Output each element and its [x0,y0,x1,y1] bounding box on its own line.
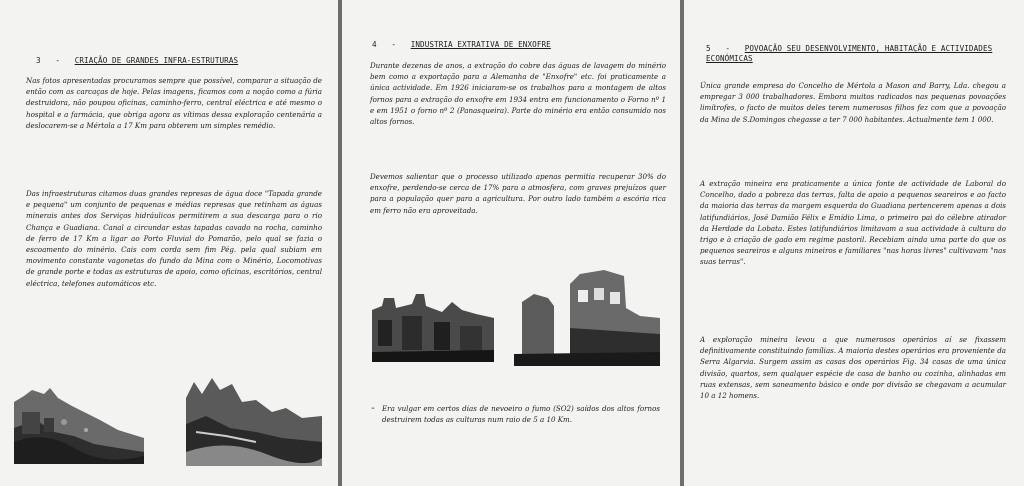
section-heading [372,40,662,50]
section-heading [36,56,326,66]
furnace-tower-photo [514,268,660,366]
section-number: 4 [372,40,377,49]
heading-dash: - [725,44,731,53]
paragraph: Das infraestruturas citamos duas grandes represas de água doce "Tapada grande e pequena" um conjunto de pequenas e médias represas que retinham as águas minerais antes dos Serviços hidráulicos permitirem a sua descarga para o rio Chança e Guadiana. Canal a circundar estas tapadas cavado na rocha, caminho de ferro de 17 Km a ligar ao Porto Fluvial do Pomarão, pelo qual se fazia o escoamento do minério. Cais com corda sem fim Pég. pela qual subiam em movimento constante vagonetas do fundo da Mina com o Minério, Locomotivas de grande porte e todas as estruturas de apoio, como oficinas, escritórios, central eléctrica, telefones automáticos etc. [26,189,322,288]
paragraph: Nas fotos apresentadas procuramos sempre que possível, comparar a situação de então com as carcaças de hoje. Pelas imagens, ficamos com a noção como a fúria destruidora, não poupou oficinas, caminho-ferro, central eléctrica e até mesmo o hospital e a farmácia, que obriga agora as vítimas dessa exploração centenária a deslocarem-se a Mértola a 17 Km para obterem um simples remédio. [26,76,322,130]
paragraph: Devemos salientar que o processo utilizado apenas permitia recuperar 30% do enxofre, perdendo-se cerca de 17% para a atmosfera, com graves prejuízos quer para a população quer para a agricultura. Por outro lado também a escória rica em ferro não era aproveitada. [370,172,666,215]
paragraph: A extração mineira era praticamente a única fonte de actividade de Laboral do Concelho, dado a pobreza das terras, falta de apoio a pequenos seareiros e ao facto da maioria das terras da margem esquerda do Guadiana pertencerem apenas a dois latifundiários, José Damião Félix e Emídio Lima, o primeiro pai do célebre atirador da Herdade da Lobata. Estes latifundiários limitavam a sua actividade à cultura do trigo e à criação de gado em regime pastoril. Recebiam ainda uma parte do que os pequenos seareiros e alguns mineiros e familiares "nas horas livres" cultivavam "nas suas terras". [700,179,1006,267]
section-title: CRIAÇÃO DE GRANDES INFRA-ESTRUTURAS [74,56,239,65]
page-4 [342,0,680,486]
page-3 [0,0,338,486]
paragraph: Única grande empresa do Concelho de Mértola a Mason and Barry, Lda. chegou a empregar 3 000 trabalhadores. Embora muitos radicados nas pequenas povoações limítrofes, o facto de muitos deles terem numerosos filhos fez com que a povoação da Mina de S.Domingos chegasse a ter 7 000 habitantes. Actualmente tem 1 000. [700,81,1006,124]
section-number: 3 [36,56,41,65]
section-title: INDUSTRIA EXTRATIVA DE ENXOFRE [410,40,551,49]
ruins-photo-left [14,372,144,464]
heading-dash: - [391,40,397,49]
landscape-photo-right [186,372,322,466]
bullet-dash: - [370,403,377,414]
page-5 [684,0,1024,486]
section-number: 5 [706,44,711,53]
bullet-paragraph: Era vulgar em certos dias de nevoeiro o fumo (SO2) saídos dos altos fornos destruirem todas as culturas num raio de 5 a 10 Km. [382,404,660,425]
section-heading [706,44,1006,64]
paragraph: Durante dezenas de anos, a extração do cobre das águas de lavagem do minério bem como a exportação para a Alemanha de "Enxofre" etc. foi praticamente a única actividade. Em 1926 iniciaram-se os trabalhos para a montagem de altos fornos para a extração do enxofre em 1934 entra em funcionamento o Forno nº 1 e em 1951 o forno nº 2 (Panasqueira). Parte do minério era então consumido nos altos fornos. [370,61,666,127]
heading-dash: - [55,56,61,65]
paragraph: A exploração mineira levou a que numerosos operários aí se fixassem definitivamente constituindo famílias. A maioria destes operários era proveniente da Serra Algarvia. Surgem assim as casas dos operários Fig. 34 casas de uma única divisão, quartos, sem qualquer espécie de casa de banho ou cozinha, alinhadas em ruas extensas, sem saneamento básico e onde por divisão se chegavam a acumular 10 a 12 homens. [700,335,1006,401]
factory-ruins-photo [372,290,494,362]
section-title: POVOAÇÃO SEU DESENVOLVIMENTO, HABITAÇÃO E ACTIVIDADES ECONÓMICAS [706,44,993,63]
